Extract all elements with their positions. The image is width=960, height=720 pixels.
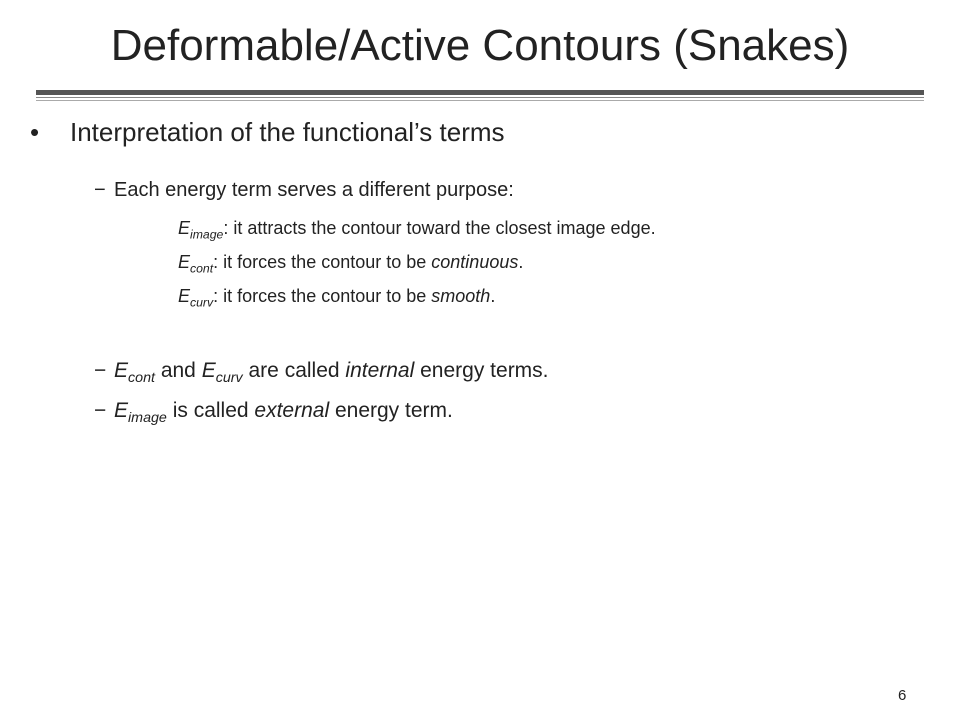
title-divider-thick	[36, 90, 924, 95]
sub-bullet-internal	[94, 356, 549, 386]
connector-text: energy term.	[329, 399, 453, 422]
connector-text: is called	[166, 399, 255, 422]
term-emphasis: external	[254, 399, 330, 422]
term-symbol: E	[114, 399, 129, 422]
page-number: 6	[898, 687, 907, 704]
term-end: .	[518, 252, 524, 272]
dash-marker: −	[94, 179, 106, 201]
dash-marker: −	[94, 399, 107, 422]
term-separator: :	[213, 252, 219, 272]
connector-text: are called	[242, 359, 346, 382]
term-subscript: image	[190, 227, 224, 242]
title-divider-thin	[36, 100, 924, 101]
term-line-curv	[178, 283, 495, 309]
term-description: it forces the contour to be	[218, 252, 432, 272]
dash-marker: −	[94, 359, 107, 382]
term-end: .	[490, 286, 496, 306]
bullet-marker: •	[30, 117, 40, 147]
title-divider-thin	[36, 97, 924, 98]
term-subscript: image	[128, 409, 167, 426]
bullet-item	[30, 112, 505, 152]
term-separator: :	[223, 218, 229, 238]
term-description: it forces the contour to be	[218, 286, 432, 306]
term-symbol: E	[114, 359, 129, 382]
term-line-image	[178, 215, 656, 241]
slide-title: Deformable/Active Contours (Snakes)	[110, 21, 850, 70]
term-symbol: E	[178, 218, 191, 238]
term-symbol: E	[178, 252, 191, 272]
term-line-cont	[178, 249, 523, 275]
sub-bullet-external	[94, 396, 453, 426]
sub-bullet-purpose	[94, 176, 514, 204]
term-subscript: curv	[215, 369, 243, 386]
term-symbol: E	[178, 286, 191, 306]
term-separator: :	[213, 286, 219, 306]
term-symbol: E	[201, 359, 216, 382]
bullet-text: Interpretation of the functional’s terms	[70, 117, 505, 147]
connector-text: and	[154, 359, 202, 382]
term-emphasis: continuous	[431, 252, 519, 272]
term-description: it attracts the contour toward the closest image edge.	[228, 218, 656, 238]
term-subscript: cont	[190, 261, 214, 276]
term-emphasis: internal	[345, 359, 415, 382]
term-emphasis: smooth	[431, 286, 491, 306]
term-subscript: curv	[190, 295, 214, 310]
sub-bullet-text: Each energy term serves a different purpose:	[114, 179, 514, 201]
term-subscript: cont	[128, 369, 155, 386]
connector-text: energy terms.	[414, 359, 549, 382]
